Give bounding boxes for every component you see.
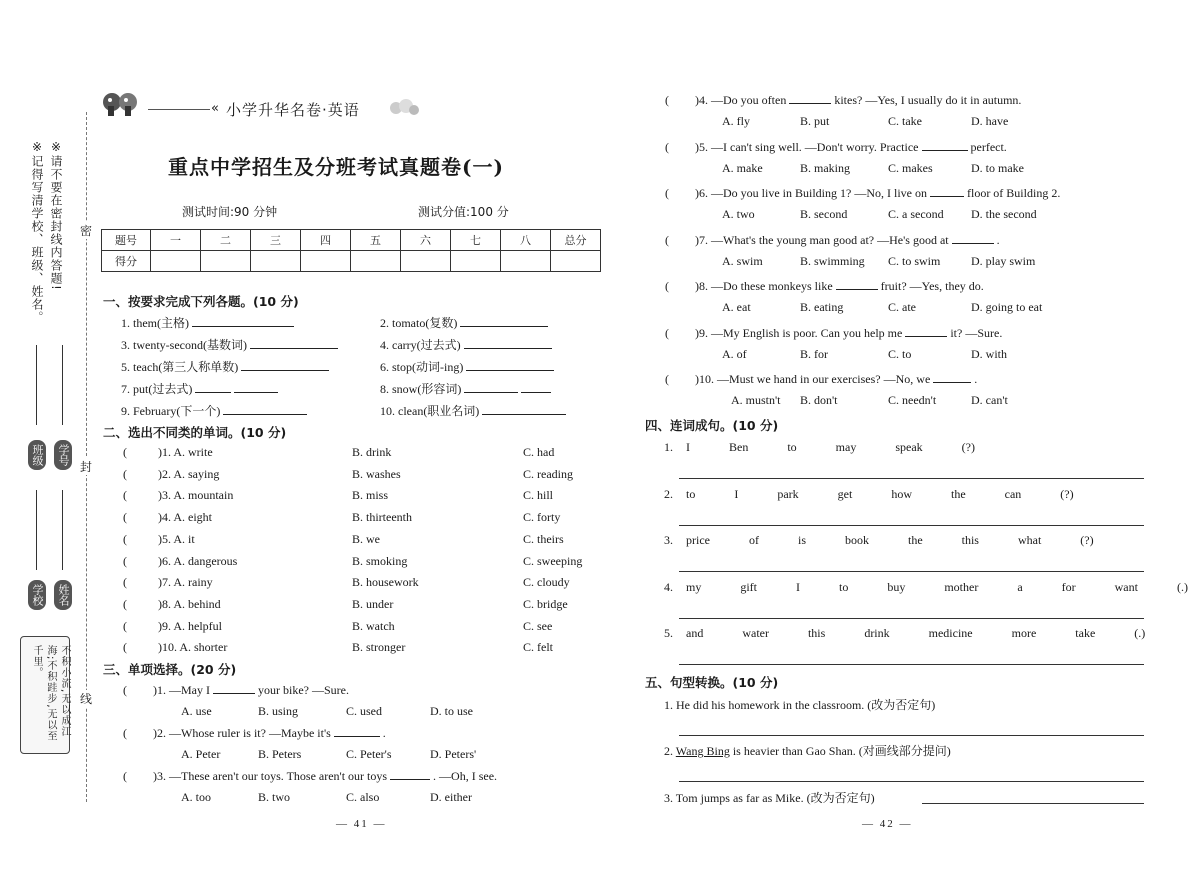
s1-item-9: 9. February(下一个) xyxy=(121,402,307,419)
s4-scrambled-words: 2. to I park get how the can (?) xyxy=(664,486,1074,501)
s3-option: D. play swim xyxy=(971,253,1036,268)
note-no-answer: ※请不要在密封线内答题! xyxy=(49,140,63,291)
s2-option-c: C. theirs xyxy=(523,531,564,546)
s3-option: D. either xyxy=(430,790,472,804)
s2-option-a: )4. A. eight xyxy=(158,510,212,525)
seal-char-feng: 封 xyxy=(80,460,93,474)
section5-title: 五、句型转换。(10 分) xyxy=(645,675,779,690)
page-number-left: — 41 — xyxy=(336,818,387,830)
s3-answer-paren[interactable]: ( xyxy=(665,279,669,293)
note-write-info: ※记得写清学校、班级、姓名。 xyxy=(30,140,44,324)
s2-paren[interactable]: ( xyxy=(123,640,127,655)
score-header-cell: 五 xyxy=(351,230,401,251)
s3-option: D. with xyxy=(971,346,1007,361)
s2-option-c: C. cloudy xyxy=(523,575,570,590)
s3-blank[interactable] xyxy=(933,371,971,383)
score-cell[interactable] xyxy=(201,251,251,272)
s1-item-2: 2. tomato(复数) xyxy=(380,314,548,331)
section4-title: 四、连词成句。(10 分) xyxy=(645,418,779,433)
s2-option-a: )10. A. shorter xyxy=(158,640,228,655)
section3-title: 三、单项选择。(20 分) xyxy=(103,662,237,677)
s2-paren[interactable]: ( xyxy=(123,618,127,633)
s3-option: A. fly xyxy=(722,114,750,128)
s2-option-c: C. hill xyxy=(523,488,554,503)
s4-scrambled-words: 5. and water this drink medicine more take (.) xyxy=(664,626,1146,640)
motto-text: 不积小流,无以成江海;不积跬步,无以至千里。 xyxy=(31,645,70,742)
s4-answer-line[interactable] xyxy=(679,618,1144,619)
s3-option: A. eat xyxy=(722,300,751,314)
page-number-right: — 42 — xyxy=(862,818,913,830)
s3-option: B. don't xyxy=(800,393,838,407)
s3-question: ( )8. —Do these monkeys like fruit? —Yes, they do. xyxy=(665,279,984,293)
s3-option: B. two xyxy=(258,790,291,804)
s2-paren[interactable]: ( xyxy=(123,596,127,611)
s3-answer-paren[interactable]: ( xyxy=(665,186,669,200)
s3-question: ( )1. —May I your bike? —Sure. xyxy=(123,683,349,697)
s4-answer-line[interactable] xyxy=(679,478,1144,479)
section1-title: 一、按要求完成下列各题。(10 分) xyxy=(103,294,299,309)
s3-option: C. to swim xyxy=(888,253,941,268)
s3-answer-paren[interactable]: ( xyxy=(665,139,669,154)
s3-option: A. use xyxy=(181,704,212,718)
s2-option-b: B. we xyxy=(352,531,380,546)
score-cell[interactable] xyxy=(501,251,551,272)
s3-option: C. also xyxy=(346,790,380,804)
score-header-cell: 总分 xyxy=(551,230,601,251)
flower-decoration-icon xyxy=(386,96,422,124)
s1-item-1: 1. them(主格) xyxy=(121,314,294,331)
s3-question: ( )10. —Must we hand in our exercises? —No, we . xyxy=(665,372,978,386)
s3-option: D. Peters' xyxy=(430,747,477,761)
s3-option: B. swimming xyxy=(800,253,865,268)
score-cell[interactable] xyxy=(451,251,501,272)
s3-answer-paren[interactable]: ( xyxy=(123,726,127,740)
s4-answer-line[interactable] xyxy=(679,571,1144,572)
s2-option-c: C. forty xyxy=(523,510,561,525)
s2-paren[interactable]: ( xyxy=(123,553,127,568)
s4-answer-line[interactable] xyxy=(679,664,1144,665)
s3-option: D. can't xyxy=(971,393,1008,407)
s2-option-b: B. housework xyxy=(352,575,419,590)
s2-option-a: )3. A. mountain xyxy=(158,488,234,503)
s2-paren[interactable]: ( xyxy=(123,445,127,459)
s1-item-10: 10. clean(职业名词) xyxy=(380,402,566,419)
s3-question: ( )5. —I can't sing well. —Don't worry. Practice perfect. xyxy=(665,139,1007,154)
s3-option: D. going to eat xyxy=(971,300,1043,314)
s3-option: A. two xyxy=(722,207,755,221)
s3-option: B. second xyxy=(800,207,848,221)
s3-option: C. a second xyxy=(888,207,944,221)
s3-option: B. Peters xyxy=(258,747,302,761)
s3-question: ( )2. —Whose ruler is it? —Maybe it's . xyxy=(123,726,386,740)
s3-blank[interactable] xyxy=(930,185,964,197)
s3-blank[interactable] xyxy=(836,278,878,290)
field-name: 姓名 xyxy=(54,580,72,610)
s2-option-c: C. bridge xyxy=(523,596,568,611)
s2-option-b: B. stronger xyxy=(352,640,406,655)
s2-paren[interactable]: ( xyxy=(123,510,127,525)
s3-option: B. eating xyxy=(800,300,844,314)
s2-option-b: B. under xyxy=(352,596,394,611)
s2-option-b: B. smoking xyxy=(352,553,408,568)
s3-answer-paren[interactable]: ( xyxy=(665,325,669,340)
s3-option: D. to make xyxy=(971,160,1024,175)
series-banner: 小学升华名卷·英语 xyxy=(226,101,360,119)
s2-option-c: C. reading xyxy=(523,466,573,481)
s2-paren[interactable]: ( xyxy=(123,466,127,481)
s4-scrambled-words: 3. price of is book the this what (?) xyxy=(664,533,1094,547)
s3-option: A. mustn't xyxy=(731,393,781,407)
score-header-cell: 三 xyxy=(251,230,301,251)
s3-option: D. have xyxy=(971,114,1009,128)
score-table xyxy=(101,229,601,272)
s3-option: C. used xyxy=(346,704,382,718)
s1-item-7: 7. put(过去式) xyxy=(121,380,278,397)
s3-option: B. making xyxy=(800,160,850,175)
s3-question: ( )3. —These aren't our toys. Those aren't our toys . —Oh, I see. xyxy=(123,769,498,783)
s3-question: ( )9. —My English is poor. Can you help me it? —Sure. xyxy=(665,325,1003,340)
s3-blank[interactable] xyxy=(922,139,968,151)
s5-answer-line[interactable] xyxy=(679,781,1144,782)
s5-item-2: 2. Wang Bing is heavier than Gao Shan. (对画线部分提问) xyxy=(664,744,951,758)
s3-answer-paren[interactable]: ( xyxy=(123,769,127,783)
s3-question: ( )6. —Do you live in Building 1? —No, I live on floor of Building 2. xyxy=(665,186,1061,200)
s5-answer-line[interactable] xyxy=(922,803,1144,804)
s2-option-c: C. felt xyxy=(523,640,553,655)
s3-option: B. put xyxy=(800,114,830,128)
score-cell[interactable] xyxy=(551,251,601,272)
s3-blank[interactable] xyxy=(905,325,947,337)
s2-option-a: )5. A. it xyxy=(158,531,195,546)
s3-blank[interactable] xyxy=(390,768,430,780)
s2-option-a: )9. A. helpful xyxy=(158,618,222,633)
score-cell[interactable] xyxy=(151,251,201,272)
seal-char-xian: 线 xyxy=(80,692,93,706)
s4-scrambled-words: 1. I Ben to may speak (?) xyxy=(664,440,975,454)
s2-option-a: )2. A. saying xyxy=(158,466,220,481)
s2-option-a: )1. A. write xyxy=(158,445,213,459)
score-header-cell: 题号 xyxy=(102,230,151,251)
seal-char-mi: 密 xyxy=(80,224,93,238)
s2-option-b: B. miss xyxy=(352,488,389,503)
s3-option: C. makes xyxy=(888,160,933,175)
s4-scrambled-words: 4. my gift I to buy mother a for want (.) xyxy=(664,579,1188,594)
s3-option: B. for xyxy=(800,346,828,361)
s2-option-a: )8. A. behind xyxy=(158,596,221,611)
s3-option: A. Peter xyxy=(181,747,221,761)
score-header-cell: 六 xyxy=(401,230,451,251)
s2-option-c: C. see xyxy=(523,618,553,633)
s2-option-a: )6. A. dangerous xyxy=(158,553,238,568)
section2-title: 二、选出不同类的单词。(10 分) xyxy=(103,425,287,440)
field-student-number: 学号 xyxy=(54,440,72,470)
score-header-cell: 一 xyxy=(151,230,201,251)
s1-item-8: 8. snow(形容词) xyxy=(380,380,551,397)
s3-option: A. too xyxy=(181,790,211,804)
s1-item-3: 3. twenty-second(基数词) xyxy=(121,336,338,353)
s3-option: D. to use xyxy=(430,704,473,718)
s3-option: C. take xyxy=(888,114,922,128)
s3-option: B. using xyxy=(258,704,299,718)
s3-option: A. of xyxy=(722,346,747,361)
s2-option-c: C. sweeping xyxy=(523,553,583,568)
s3-blank[interactable] xyxy=(334,725,380,737)
s3-option: C. needn't xyxy=(888,393,937,407)
s5-answer-line[interactable] xyxy=(679,735,1144,736)
s3-blank[interactable] xyxy=(213,682,255,694)
field-school: 学校 xyxy=(28,580,46,610)
s3-blank[interactable] xyxy=(789,92,831,104)
s3-answer-paren[interactable]: ( xyxy=(123,683,127,697)
pencil-logo-icon xyxy=(100,90,148,122)
score-cell[interactable] xyxy=(401,251,451,272)
score-header-cell: 七 xyxy=(451,230,501,251)
s3-answer-paren[interactable]: ( xyxy=(665,232,669,247)
field-class: 班级 xyxy=(28,440,46,470)
s5-item-3: 3. Tom jumps as far as Mike. (改为否定句) xyxy=(664,791,875,805)
s2-option-b: B. watch xyxy=(352,618,395,633)
s1-item-6: 6. stop(动词-ing) xyxy=(380,358,554,375)
s2-option-a: )7. A. rainy xyxy=(158,575,213,590)
motto-box xyxy=(20,636,70,754)
s4-answer-line[interactable] xyxy=(679,525,1144,526)
s2-paren[interactable]: ( xyxy=(123,531,127,546)
score-cell[interactable] xyxy=(251,251,301,272)
s5-item-1: 1. He did his homework in the classroom. (改为否定句) xyxy=(664,698,936,712)
s2-option-c: C. had xyxy=(523,445,555,459)
s3-blank[interactable] xyxy=(952,232,994,244)
score-row-label: 得分 xyxy=(102,251,151,272)
s3-option: A. swim xyxy=(722,253,763,268)
s3-question: ( )7. —What's the young man good at? —He's good at . xyxy=(665,232,1000,247)
score-cell[interactable] xyxy=(351,251,401,272)
s2-option-b: B. washes xyxy=(352,466,401,481)
score-cell[interactable] xyxy=(301,251,351,272)
score-header-cell: 四 xyxy=(301,230,351,251)
s3-option: D. the second xyxy=(971,207,1037,221)
s2-paren[interactable]: ( xyxy=(123,488,127,503)
s3-answer-paren[interactable]: ( xyxy=(665,93,669,107)
test-time: 测试时间:90 分钟 xyxy=(182,205,278,219)
banner-arrow-icon: « xyxy=(211,101,219,116)
score-header-cell: 八 xyxy=(501,230,551,251)
s3-question: ( )4. —Do you often kites? —Yes, I usually do it in autumn. xyxy=(665,93,1022,107)
s2-option-b: B. drink xyxy=(352,445,392,459)
s3-option: C. to xyxy=(888,346,912,361)
s2-option-b: B. thirteenth xyxy=(352,510,412,525)
test-score: 测试分值:100 分 xyxy=(418,205,509,219)
s2-paren[interactable]: ( xyxy=(123,575,127,590)
exam-title: 重点中学招生及分班考试真题卷(一) xyxy=(168,155,504,179)
s1-item-5: 5. teach(第三人称单数) xyxy=(121,358,329,375)
s3-option: C. Peter's xyxy=(346,747,392,761)
score-header-cell: 二 xyxy=(201,230,251,251)
s3-option: C. ate xyxy=(888,300,916,314)
s1-item-4: 4. carry(过去式) xyxy=(380,336,552,353)
s3-answer-paren[interactable]: ( xyxy=(665,372,669,386)
s3-option: A. make xyxy=(722,160,763,175)
